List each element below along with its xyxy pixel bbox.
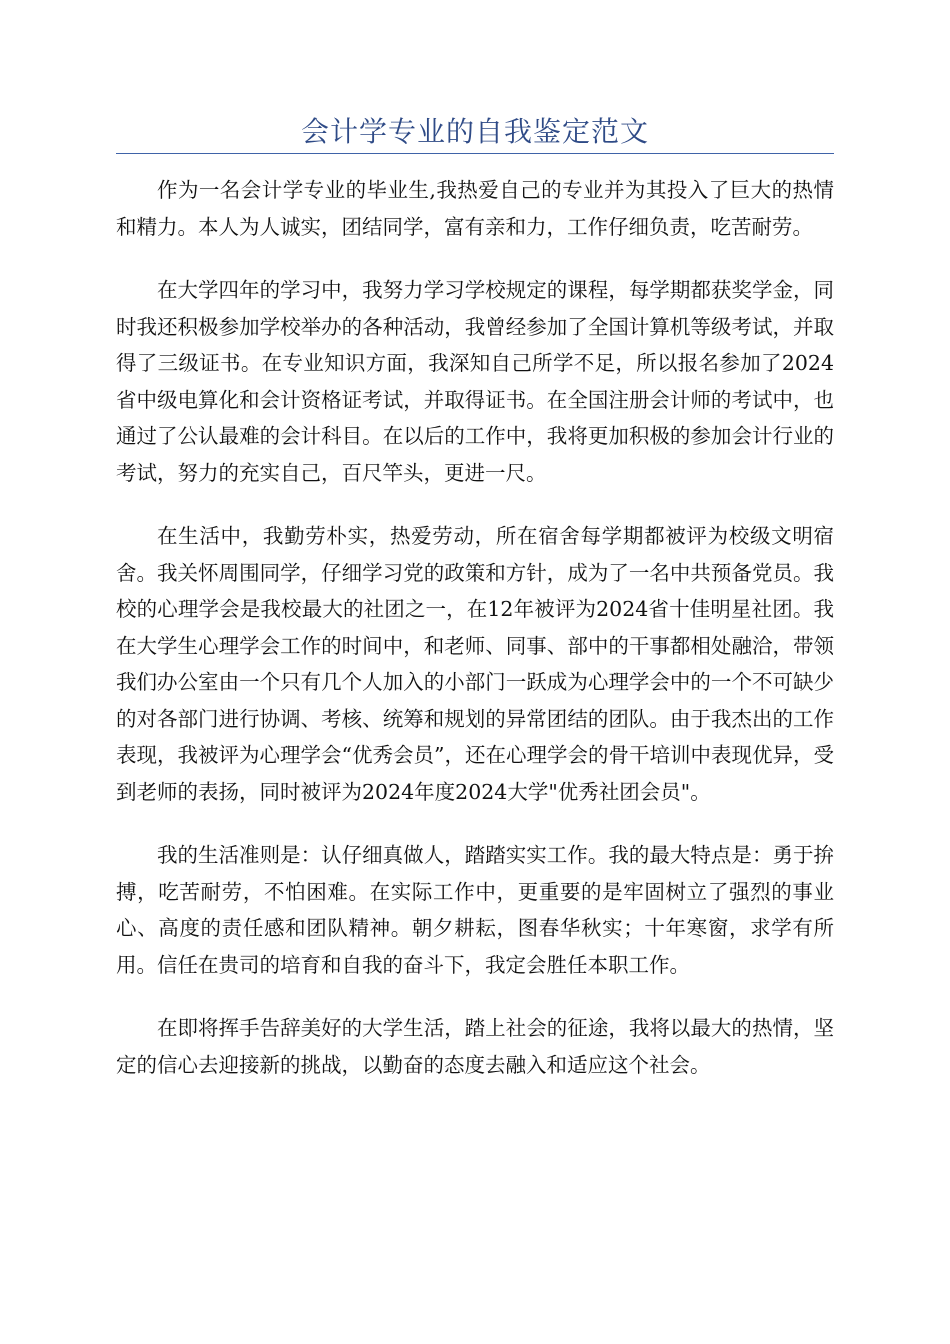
page-title: 会计学专业的自我鉴定范文 xyxy=(300,115,649,148)
paragraph-4: 我的生活准则是：认仔细真做人，踏踏实实工作。我的最大特点是：勇于拚搏，吃苦耐劳，不怕困难。在实际工作中，更重要的是牢固树立了强烈的事业心、高度的责任感和团队精神。朝夕耕耘，图春华秋实；十年寒窗，求学有所用。信任在贵司的培育和自我的奋斗下，我定会胜任本职工作。 xyxy=(116,843,834,977)
paragraph-1: 作为一名会计学专业的毕业生,我热爱自己的专业并为其投入了巨大的热情和精力。本人为人诚实，团结同学，富有亲和力，工作仔细负责，吃苦耐劳。 xyxy=(116,178,834,239)
paragraph-2: 在大学四年的学习中，我努力学习学校规定的课程，每学期都获奖学金，同时我还积极参加学校举办的各种活动，我曾经参加了全国计算机等级考试，并取得了三级证书。在专业知识方面，我深知自己所学不足，所以报名参加了2024省中级电算化和会计资格证考试，并取得证书。在全国注册会计师的考试中，也通过了公认最难的会计科目。在以后的工作中，我将更加积极的参加会计行业的考试，努力的充实自己，百尺竿头，更进一尺。 xyxy=(116,278,834,485)
paragraph-3: 在生活中，我勤劳朴实，热爱劳动，所在宿舍每学期都被评为校级文明宿舍。我关怀周围同学，仔细学习党的政策和方针，成为了一名中共预备党员。我校的心理学会是我校最大的社团之一，在12年被评为2024省十佳明星社团。我在大学生心理学会工作的时间中，和老师、同事、部中的干事都相处融洽，带领我们办公室由一个只有几个人加入的小部门一跃成为心理学会中的一个不可缺少的对各部门进行协调、考核、统筹和规划的异常团结的团队。由于我杰出的工作表现，我被评为心理学会“优秀会员”，还在心理学会的骨干培训中表现优异，受到老师的表扬，同时被评为2024年度2024大学"优秀社团会员"。 xyxy=(116,524,834,804)
title-underline xyxy=(116,153,834,154)
document-body xyxy=(116,172,834,1110)
paragraph-5: 在即将挥手告辞美好的大学生活，踏上社会的征途，我将以最大的热情，坚定的信心去迎接新的挑战，以勤奋的态度去融入和适应这个社会。 xyxy=(116,1016,834,1077)
